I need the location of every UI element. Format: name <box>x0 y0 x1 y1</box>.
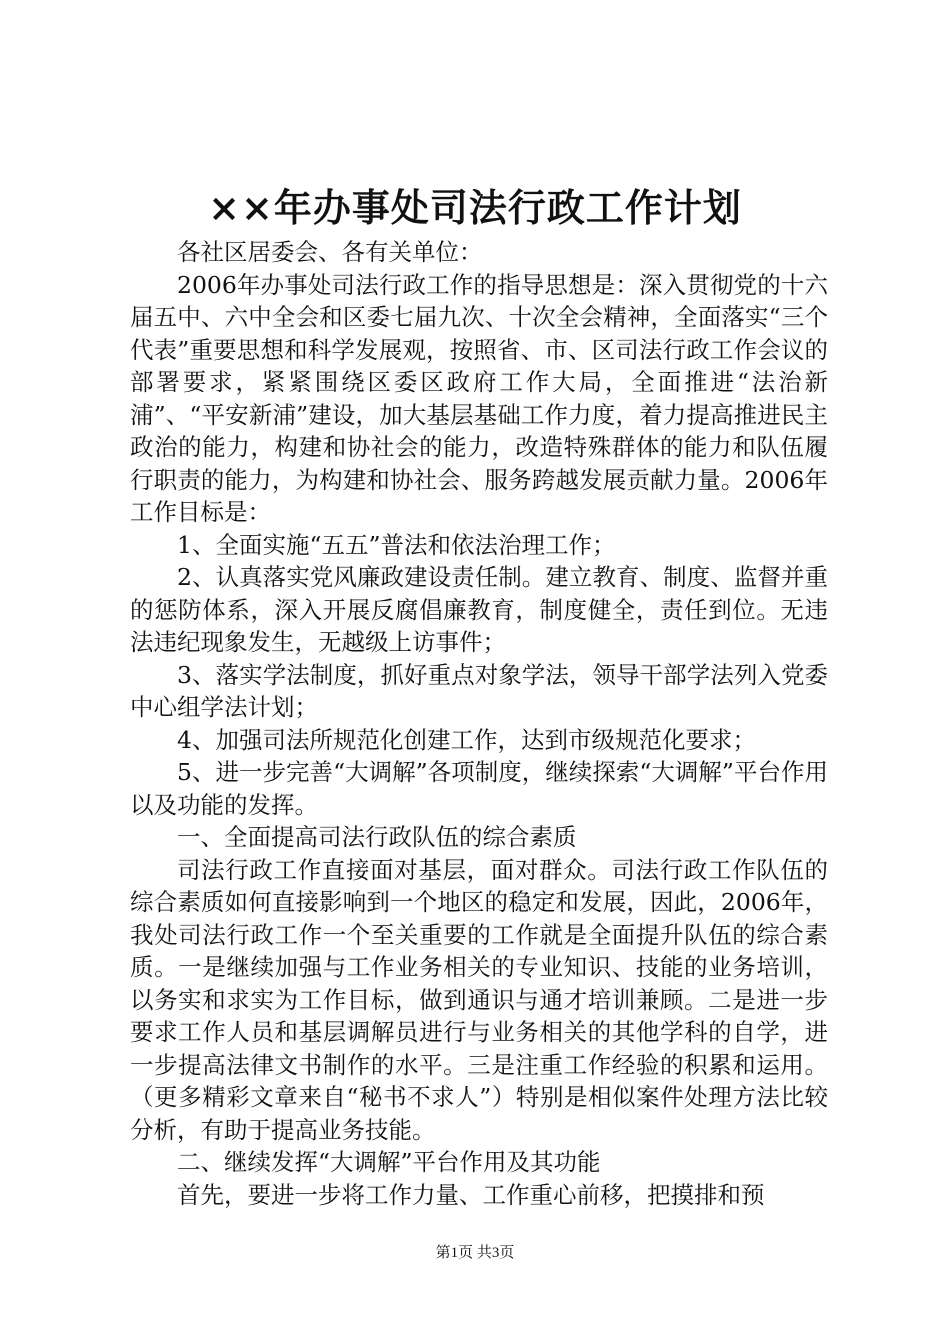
document-body <box>130 236 828 1211</box>
section-2-paragraph: 首先，要进一步将工作力量、工作重心前移，把摸排和预 <box>177 1180 765 1209</box>
goal-item-3: 3、落实学法制度，抓好重点对象学法，领导干部学法列入党委中心组学法计划； <box>130 660 828 721</box>
goal-item-5: 5、进一步完善“大调解”各项制度，继续探索“大调解”平台作用以及功能的发挥。 <box>130 758 828 819</box>
section-heading-2: 二、继续发挥“大调解”平台作用及其功能 <box>177 1148 601 1176</box>
section-1-paragraph: 司法行政工作直接面对基层，面对群众。司法行政工作队伍的综合素质如何直接影响到一个地区的稳定和发展，因此，2006年，我处司法行政工作一个至关重要的工作就是全面提升队伍的综合素质。一是继续加强与工作业务相关的专业知识、技能的业务培训，以务实和求实为工作目标，做到通识与通才培训兼顾。二是进一步要求工作人员和基层调解员进行与业务相关的其他学科的自学，进一步提高法律文书制作的水平。三是注重工作经验的积累和运用。（更多精彩文章来自“秘书不求人”）特别是相似案件处理方法比较分析，有助于提高业务技能。 <box>130 855 828 1144</box>
goal-item-2: 2、认真落实党风廉政建设责任制。建立教育、制度、监督并重的惩防体系，深入开展反腐倡廉教育，制度健全，责任到位。无违法违纪现象发生，无越级上访事件； <box>130 563 828 656</box>
document-title: ××年办事处司法行政工作计划 <box>208 185 742 230</box>
section-heading-1: 一、全面提高司法行政队伍的综合素质 <box>177 823 577 851</box>
paragraph-guiding-thought: 2006年办事处司法行政工作的指导思想是：深入贯彻党的十六届五中、六中全会和区委七届九次、十次全会精神，全面落实“三个代表”重要思想和科学发展观，按照省、市、区司法行政工作会议的部署要求，紧紧围绕区委区政府工作大局，全面推进“法治新浦”、“平安新浦”建设，加大基层基础工作力度，着力提高推进民主政治的能力，构建和协社会的能力，改造特殊群体的能力和队伍履行职责的能力，为构建和协社会、服务跨越发展贡献力量。2006年工作目标是： <box>130 270 828 526</box>
goal-item-4: 4、加强司法所规范化创建工作，达到市级规范化要求； <box>177 725 756 754</box>
page-footer: 第1页 共3页 <box>435 1245 515 1261</box>
goal-item-1: 1、全面实施“五五”普法和依法治理工作； <box>177 530 616 559</box>
salutation: 各社区居委会、各有关单位： <box>177 238 483 266</box>
